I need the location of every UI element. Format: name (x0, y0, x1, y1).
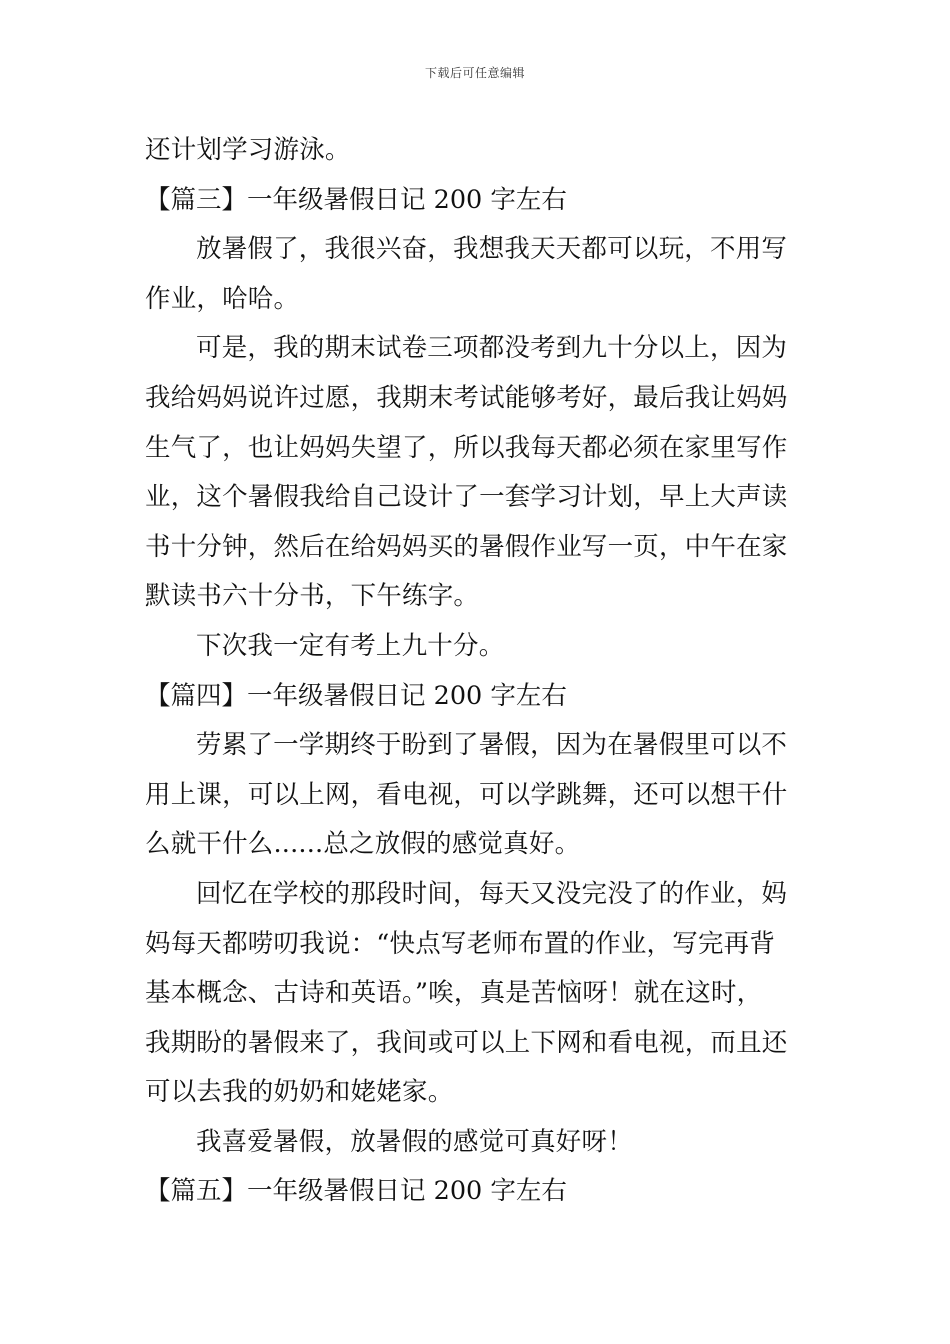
paragraph-line: 作业，哈哈。 (145, 283, 300, 314)
paragraph-line: 放暑假了，我很兴奋，我想我天天都可以玩，不用写 (196, 234, 788, 265)
paragraph-line: 下次我一定有考上九十分。 (196, 630, 505, 661)
paragraph-line: 用上课，可以上网，看电视，可以学跳舞，还可以想干什 (145, 779, 788, 810)
paragraph-line: 么就干什么......总之放假的感觉真好。 (145, 829, 581, 860)
paragraph-line: 默读书六十分书，下午练字。 (145, 581, 480, 612)
paragraph-line: 书十分钟，然后在给妈妈买的暑假作业写一页，中午在家 (145, 531, 788, 562)
paragraph-line: 基本概念、古诗和英语。”唉，真是苦恼呀！就在这时， (145, 978, 763, 1009)
paragraph-line: 回忆在学校的那段时间，每天又没完没了的作业，妈 (196, 878, 788, 909)
paragraph-line: 可以去我的奶奶和姥姥家。 (145, 1077, 454, 1108)
text-line: 还计划学习游泳。 (145, 135, 351, 165)
section-heading-4: 【篇四】一年级暑假日记 200 字左右 (145, 680, 567, 711)
paragraph-line: 业，这个暑假我给自己设计了一套学习计划，早上大声读 (145, 482, 788, 513)
paragraph-line: 可是，我的期末试卷三项都没考到九十分以上，因为 (196, 333, 788, 364)
document-body (145, 126, 807, 1217)
section-heading-3: 【篇三】一年级暑假日记 200 字左右 (145, 184, 567, 215)
paragraph-line: 我期盼的暑假来了，我间或可以上下网和看电视，而且还 (145, 1027, 788, 1058)
paragraph-line: 生气了，也让妈妈失望了，所以我每天都必须在家里写作 (145, 432, 788, 463)
paragraph-line: 妈每天都唠叨我说：“快点写老师布置的作业，写完再背 (145, 928, 776, 959)
paragraph-line: 我喜爱暑假，放暑假的感觉可真好呀！ (196, 1126, 633, 1157)
section-heading-5: 【篇五】一年级暑假日记 200 字左右 (145, 1176, 567, 1207)
paragraph-line: 我给妈妈说许过愿，我期末考试能够考好，最后我让妈妈 (145, 382, 788, 413)
paragraph-line: 劳累了一学期终于盼到了暑假，因为在暑假里可以不 (196, 730, 788, 761)
header-note: 下载后可任意编辑 (424, 66, 525, 80)
